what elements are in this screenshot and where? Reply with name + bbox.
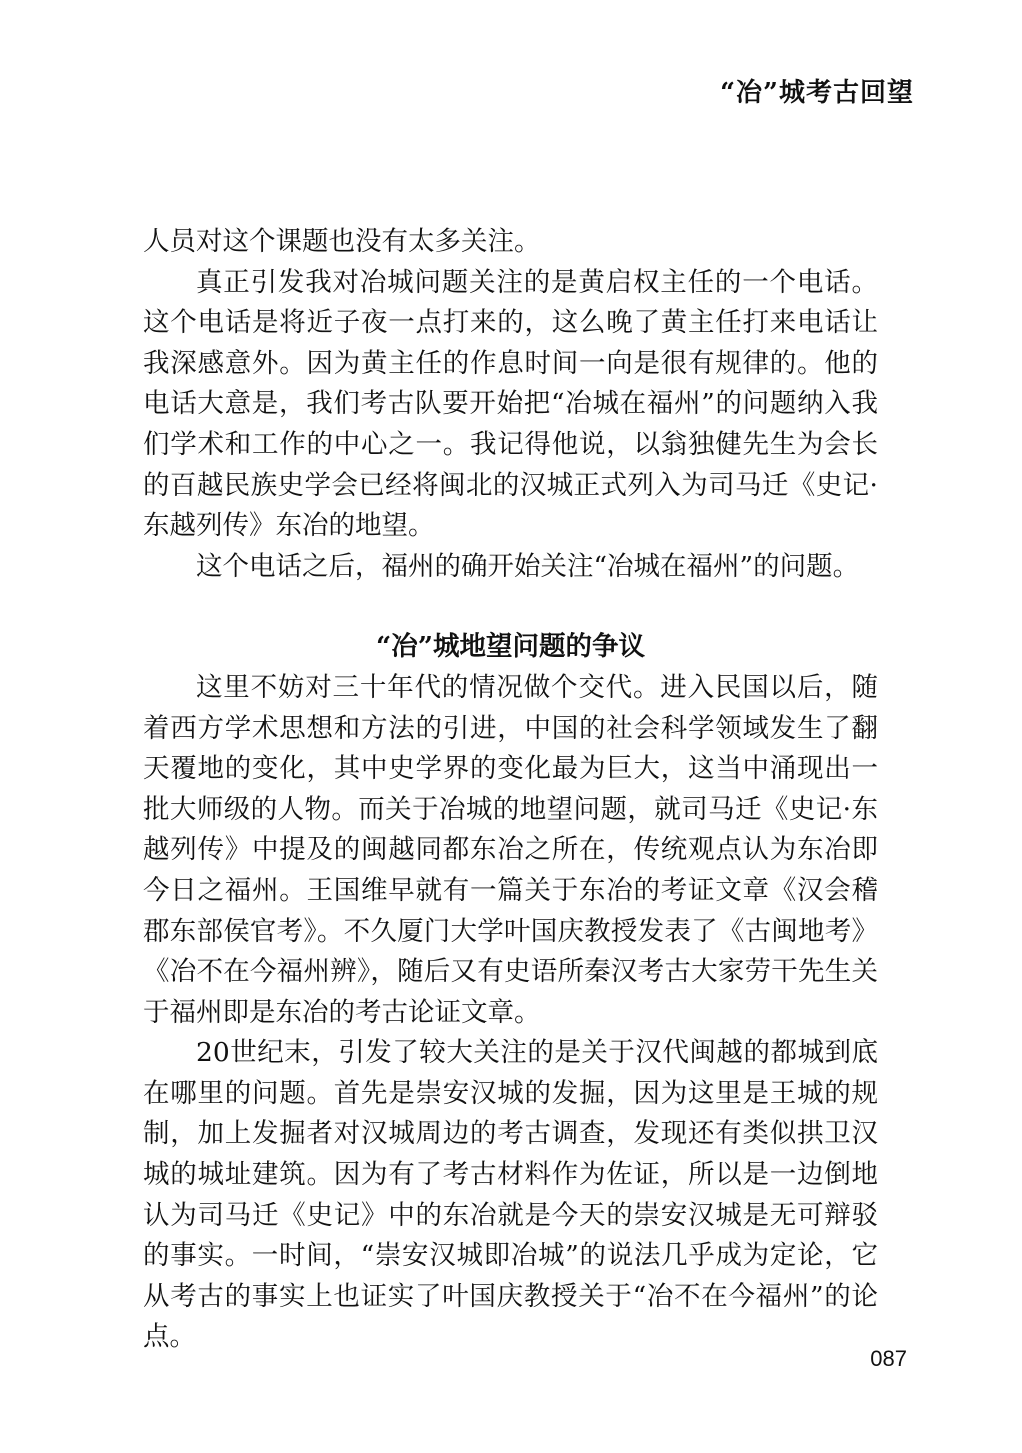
page-number: 087 [870,1346,907,1371]
paragraph-1: 人员对这个课题也没有太多关注。 [143,226,541,257]
body-text [143,222,878,1358]
paragraph-3: 这个电话之后，福州的确开始关注“冶城在福州”的问题。 [196,550,860,582]
paragraph-4: 这里不妨对三十年代的情况做个交代。进入民国以后，随着西方学术思想和方法的引进，中国的社会科学领域发生了翻天覆地的变化，其中史学界的变化最为巨大，这当中涌现出一批大师级的人物。而关于冶城的地望问题，就司马迁《史记·东越列传》中提及的闽越同都东冶之所在，传统观点认为东冶即今日之福州。王国维早就有一篇关于东冶的考证文章《汉会稽郡东部侯官考》。不久厦门大学叶国庆教授发表了《古闽地考》《冶不在今福州辨》，随后又有史语所秦汉考古大家劳干先生关于福州即是东冶的考古论证文章。 [143,671,878,1028]
paragraph-5: 20世纪末，引发了较大关注的是关于汉代闽越的都城到底在哪里的问题。首先是崇安汉城的发掘，因为这里是王城的规制，加上发掘者对汉城周边的考古调查，发现还有类似拱卫汉城的城址建筑。因为有了考古材料作为佐证，所以是一边倒地认为司马迁《史记》中的东冶就是今天的崇安汉城是无可辩驳的事实。一时间，“崇安汉城即冶城”的说法几乎成为定论，它从考古的事实上也证实了叶国庆教授关于“冶不在今福州”的论点。 [143,1037,878,1353]
paragraph-2: 真正引发我对冶城问题关注的是黄启权主任的一个电话。这个电话是将近子夜一点打来的，这么晚了黄主任打来电话让我深感意外。因为黄主任的作息时间一向是很有规律的。他的电话大意是，我们考古队要开始把“冶城在福州”的问题纳入我们学术和工作的中心之一。我记得他说，以翁独健先生为会长的百越民族史学会已经将闽北的汉城正式列入为司马迁《史记·东越列传》东冶的地望。 [143,266,878,542]
running-header: “冶”城考古回望 [720,78,914,108]
section-heading: “冶”城地望问题的争议 [376,631,645,663]
